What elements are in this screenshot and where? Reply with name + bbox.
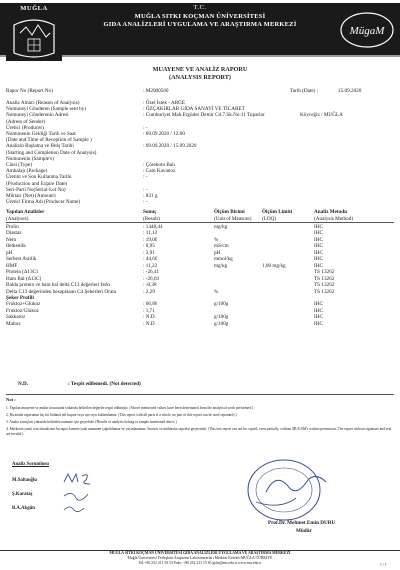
table-cell: IHC [314,320,323,327]
note-item: 4. Merkezin yazılı izni olmaksızın bu rapor kısmen yada tamamen çoğaltılamaz ve yayınlanamaz. Sonucu ve mühürsüz raporlar geçersizdir. (This test report can not be copied, even partially, without MUGAM's written permission. The report without signature and seal are invalid.) [6,427,392,436]
info-value: : - [143,199,148,206]
info-label: Cinsi (Type) [6,162,33,168]
table-cell: g/100g [214,301,229,308]
table-cell: IHC [314,307,323,314]
table-cell: Prolin [6,224,19,230]
table-cell: : 1,71 [143,307,155,314]
report-title-tr: MUAYENE VE ANALİZ RAPORU [152,66,248,73]
table-subheader: (Analysis Method) [314,215,354,222]
analyst-signatures [62,470,102,516]
table-cell: mg/kg [214,224,228,230]
page-number: 1 / 1 [380,563,387,567]
mugam-logo [339,8,395,52]
info-value: : Cam Kavanoz [143,168,176,175]
center-name: GIDA ANALİZLERİ UYGULAMA VE ARAŞTIRMA MERKEZİ [103,21,297,28]
table-cell: Fruktoz/Glukoz [6,307,39,314]
table-cell: Şeker Profili [6,294,34,301]
table-header: Sonuç [143,209,157,215]
table-cell: IHC [314,236,323,243]
table-cell: IHC [314,301,323,308]
report-no-value: : M2000560 [143,88,169,94]
report-title-en: (ANALYSIS REPORT) [169,74,231,81]
table-cell: Sakkaroz [6,314,26,321]
state-label: T.C. [193,4,207,11]
note-item: 2. Bu analiz raporunun hiç bir bölümü tek başına veya ayrı ayrı kullanılamaz. (This report with all parts is a whole, no part of this report can be used separately.) [6,413,237,417]
table-subheader: (Result) [143,215,160,222]
mugam-logo-text: MügaM [349,25,385,37]
info-value: : Cumhuriyet Mah.Ergüder Demir Cd.7.Sk.No:11 Toparlar [143,112,265,119]
info-value: : Özel İstek - ARGE [143,100,186,106]
info-value: : 09.09.2020 / 15.09.2020 [143,143,197,150]
table-cell: IHC [314,314,323,321]
nd-label: N.D. [18,381,29,387]
info-label: Numuneyi Gönderen (Sample sent by) [6,106,87,113]
table-cell: IHC [314,256,323,263]
table-cell: TS 13262 [314,275,335,282]
table-cell: Ham Bal (Δ13C) [6,275,42,282]
table-cell: : N.D. [143,314,156,321]
table-cell: TS 13262 [314,269,335,276]
table-cell: Nem [6,236,17,243]
table-cell: IHC [314,249,323,256]
table-cell: TS 13262 [314,282,335,289]
signatures-heading: Analiz Sorumlusu [12,462,49,467]
table-cell: pH [214,249,221,256]
info-label: Numunenin (Sample's) [6,155,54,162]
table-cell: IHC [314,243,323,250]
table-cell: IHC [314,230,323,237]
table-cell: Delta C13 değerinden hesaplanan C4 Şekerleri Oranı [6,288,117,295]
table-header: Analiz Metodu [314,209,347,215]
director-name: Prof.Dr. Mehmet Emin DURU [268,520,336,526]
table-subheader: (Unit of Measure) [214,215,252,222]
report-title [0,66,400,82]
table-cell: Balda protein ve ham bal delta C13 değerleri farkı [6,282,111,289]
table-cell: : -26,41 [143,269,160,276]
footer-line-3: Tel:+90 252 211 50 53 Faks: +90 252 211 15 65 gida@mu.edu.tr www.mu.edu.tr [138,561,262,565]
table-cell: HMF [6,262,18,269]
table-cell: : 0,95 [143,243,155,250]
table-cell: : N.D. [143,320,156,327]
table-header: Yapılan Analizler [6,209,45,215]
info-label: (Adress of Sender) [6,118,46,125]
table-cell: Maltoz [6,320,21,327]
info-value: : 09.09.2020 / 12:00 [143,131,185,137]
signatory-1: M.Saltaoğlu [12,478,37,483]
info-label: Üretici (Producer) [6,124,44,131]
report-date-label: Tarih (Date) : [290,88,319,94]
table-cell: % [214,236,219,243]
table-cell: : -26,03 [143,275,160,282]
notes-divider [6,394,394,395]
director-title: Müdür [296,528,312,534]
signatory-3: B.A.Akgün [12,506,35,511]
table-cell: IHC [314,224,323,230]
table-header: Ölçüm Limiti [262,209,293,215]
info-label: Üretici Firma Adı (Producer Name) [6,199,81,206]
info-label: Miktarı (Net) (Amount) [6,193,56,199]
table-cell: : -0,38 [143,282,157,289]
table-cell: : 2,29 [143,288,155,295]
table-subheader: (LOQ) [262,215,277,222]
info-value: : - [143,186,148,193]
footer-line-2: Muğla Üniversitesi Yerleşkesi Araştırma Laboratuvarları Merkezi Kötekli-MUĞLA/TÜRKİYE [127,556,273,560]
info-label: Ambalajı (Package) [6,168,48,175]
table-cell: g/100g [214,320,229,327]
table-cell: pH [6,249,13,256]
info-label: Numuneyi Gönderenin Adresi [6,112,69,119]
table-cell: mg/kg [214,262,228,269]
info-label: Analizin Başlama ve Bitiş Tarihi [6,143,74,150]
table-cell: : 60,86 [143,301,158,308]
note-item: 1. Yapılan muayene ve analiz sonucunda yukarıda belirtilen değerler tespit edilmiştir. (Above mentioned values have been determined from the analytical work performed.) [6,406,253,410]
table-cell: : 11,22 [143,262,158,269]
table-cell: Serbest Asitlik [6,256,37,263]
table-cell: g/100g [214,314,229,321]
header-titles [70,4,330,28]
table-cell: : 44,60 [143,256,158,263]
info-label: Üretim ve Son Kullanma Tarihi [6,174,72,181]
table-header: Ölçüm Birimi [214,209,245,215]
info-extra: Köyceğiz / MUĞLA [300,112,343,119]
table-cell: : 11,12 [143,230,158,237]
report-date-value: 15.09.2020 [338,88,362,94]
table-cell: Fruktoz+Glukoz [6,301,41,308]
info-label: (Production and Expire Date) [6,180,68,187]
table-cell: TS 13262 [314,288,335,295]
official-stamp [236,452,346,530]
info-value: : - [143,174,148,181]
table-cell: : 19,00 [143,236,158,243]
info-label: (Date and Time of Reception of Sample ) [6,137,92,144]
university-name: MUĞLA SITKI KOÇMAN ÜNİVERSİTESİ [134,13,266,20]
table-cell: 1,00 mg/kg [262,262,286,269]
info-value: : Çörekotu Balı [143,162,175,168]
table-header-divider [6,222,394,223]
table-cell: IHC [314,262,323,269]
table-cell: % [214,288,219,295]
info-value: : - [143,124,148,131]
info-label: Seri-Parti No(Serial-Lot No) [6,186,66,193]
info-value: : ÖZÇAKIRLAR GIDA SANAYİ VE TİCARET [143,106,245,113]
table-cell: mmol/kg [214,256,233,263]
table-cell: : 3,91 [143,249,155,256]
info-label: Numunenin Geldiği Tarih ve Saat [6,131,76,137]
info-label: (Starting and Completion Date of Analysis) [6,149,97,156]
table-cell: mS/cm [214,243,229,250]
report-no-label: Rapor No (Report No) [6,88,53,94]
table-cell: Protein (Δ13C) [6,269,38,276]
table-cell: Diastaz [6,230,22,237]
footer-line-1: MUĞLA SITKI KOÇMAN ÜNİVERSİTESİ GIDA ANALİZLERİ UYGULAMA VE ARAŞTIRMA MERKEZİ [109,551,291,555]
signatory-2: Ş.Karataş [12,492,33,497]
notes-title: Not : [6,397,16,402]
nd-text: : Tespit edilemedi. (Not detected) [68,381,141,387]
logo-city-label: MUĞLA [20,5,48,12]
table-subheader: (Analyses) [6,215,29,222]
info-label: Analiz Amacı (Reason of Analysis) [6,100,80,106]
table-cell: İletkenlik [6,243,26,250]
table-cell: : 1448,44 [143,224,163,230]
info-value: : 831 g [143,193,158,199]
note-item: 3. Analiz sonuçları yukarıda belirtilen numune için geçerlidir. (Results of analysis belong to sample mentioned above.) [6,420,177,424]
